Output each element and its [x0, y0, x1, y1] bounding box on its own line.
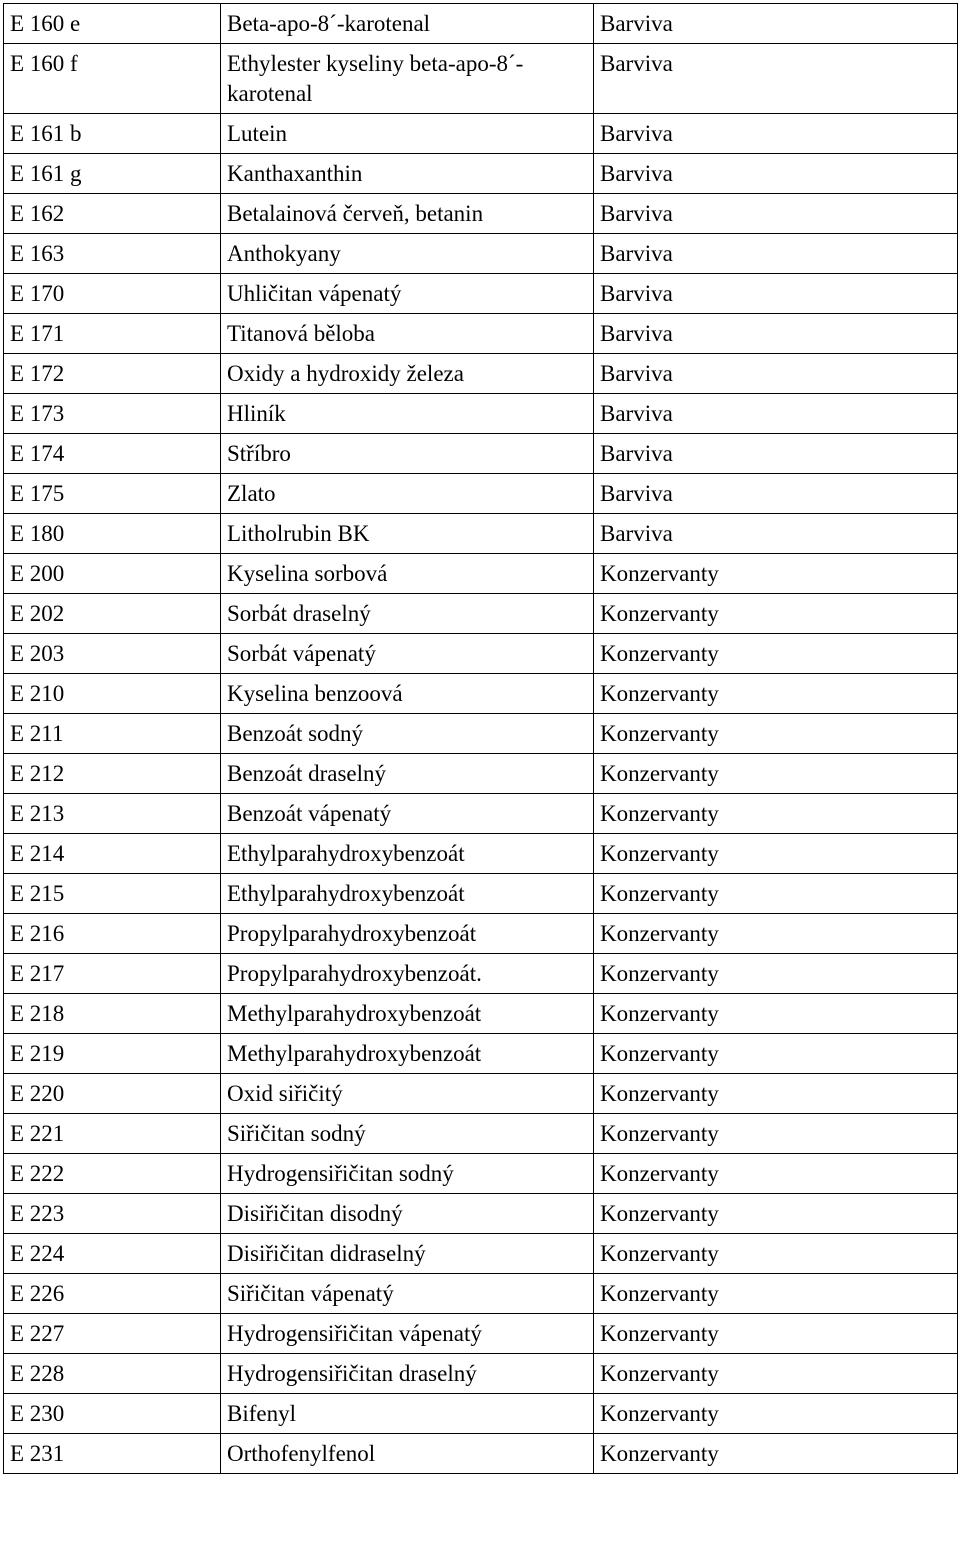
table-row	[4, 314, 958, 354]
additive-category-cell: Barviva	[594, 314, 958, 354]
additive-code-cell: E 231	[4, 1434, 221, 1474]
additive-code-cell: E 162	[4, 194, 221, 234]
additive-name-cell: Lutein	[221, 114, 594, 154]
additive-code-cell: E 218	[4, 994, 221, 1034]
table-row	[4, 394, 958, 434]
additive-code-cell: E 213	[4, 794, 221, 834]
additive-category-cell: Konzervanty	[594, 914, 958, 954]
additive-category-cell: Barviva	[594, 4, 958, 44]
additive-name-cell: Benzoát draselný	[221, 754, 594, 794]
additive-category-cell: Konzervanty	[594, 1434, 958, 1474]
additives-table	[3, 3, 958, 1474]
additive-name-cell: Ethylparahydroxybenzoát	[221, 874, 594, 914]
additive-code-cell: E 203	[4, 634, 221, 674]
additive-name-cell: Litholrubin BK	[221, 514, 594, 554]
additive-name-cell: Kanthaxanthin	[221, 154, 594, 194]
table-row	[4, 1194, 958, 1234]
table-row	[4, 554, 958, 594]
additive-category-cell: Konzervanty	[594, 834, 958, 874]
additive-code-cell: E 219	[4, 1034, 221, 1074]
additive-code-cell: E 160 e	[4, 4, 221, 44]
additive-name-cell: Methylparahydroxybenzoát	[221, 994, 594, 1034]
additive-name-cell: Siřičitan sodný	[221, 1114, 594, 1154]
additive-name-cell: Hydrogensiřičitan sodný	[221, 1154, 594, 1194]
additive-name-cell: Hydrogensiřičitan vápenatý	[221, 1314, 594, 1354]
table-row	[4, 1434, 958, 1474]
additive-name-cell: Zlato	[221, 474, 594, 514]
additive-category-cell: Konzervanty	[594, 714, 958, 754]
additive-name-cell: Propylparahydroxybenzoát	[221, 914, 594, 954]
additive-code-cell: E 224	[4, 1234, 221, 1274]
table-row	[4, 994, 958, 1034]
additive-name-cell: Uhličitan vápenatý	[221, 274, 594, 314]
additive-name-cell: Beta-apo-8´-karotenal	[221, 4, 594, 44]
table-row	[4, 1394, 958, 1434]
additive-name-cell: Betalainová červeň, betanin	[221, 194, 594, 234]
additive-category-cell: Barviva	[594, 194, 958, 234]
table-row	[4, 354, 958, 394]
additive-category-cell: Konzervanty	[594, 754, 958, 794]
additive-name-cell: Disiřičitan didraselný	[221, 1234, 594, 1274]
table-row	[4, 1074, 958, 1114]
table-row	[4, 834, 958, 874]
table-row	[4, 674, 958, 714]
additive-code-cell: E 228	[4, 1354, 221, 1394]
additive-category-cell: Konzervanty	[594, 1274, 958, 1314]
additive-category-cell: Konzervanty	[594, 594, 958, 634]
table-row	[4, 1234, 958, 1274]
additive-name-cell: Methylparahydroxybenzoát	[221, 1034, 594, 1074]
table-row	[4, 954, 958, 994]
additive-name-cell: Oxid siřičitý	[221, 1074, 594, 1114]
additive-code-cell: E 180	[4, 514, 221, 554]
additive-code-cell: E 172	[4, 354, 221, 394]
additive-name-cell: Sorbát draselný	[221, 594, 594, 634]
table-row	[4, 714, 958, 754]
additive-code-cell: E 214	[4, 834, 221, 874]
additive-category-cell: Konzervanty	[594, 1114, 958, 1154]
additive-code-cell: E 215	[4, 874, 221, 914]
additive-name-cell: Ethylester kyseliny beta-apo-8´-karotenal	[221, 44, 594, 114]
table-row	[4, 1274, 958, 1314]
table-row	[4, 794, 958, 834]
additive-name-cell: Propylparahydroxybenzoát.	[221, 954, 594, 994]
additive-name-cell: Ethylparahydroxybenzoát	[221, 834, 594, 874]
additive-name-cell: Hydrogensiřičitan draselný	[221, 1354, 594, 1394]
additive-name-cell: Anthokyany	[221, 234, 594, 274]
additive-code-cell: E 163	[4, 234, 221, 274]
additive-category-cell: Konzervanty	[594, 1194, 958, 1234]
additive-code-cell: E 160 f	[4, 44, 221, 114]
additive-name-cell: Oxidy a hydroxidy železa	[221, 354, 594, 394]
additive-code-cell: E 210	[4, 674, 221, 714]
additive-name-cell: Kyselina benzoová	[221, 674, 594, 714]
table-row	[4, 234, 958, 274]
table-row	[4, 1354, 958, 1394]
additive-category-cell: Konzervanty	[594, 1234, 958, 1274]
table-row	[4, 1314, 958, 1354]
table-row	[4, 1114, 958, 1154]
additive-name-cell: Hliník	[221, 394, 594, 434]
table-row	[4, 914, 958, 954]
additive-category-cell: Konzervanty	[594, 1394, 958, 1434]
additive-code-cell: E 216	[4, 914, 221, 954]
additive-category-cell: Barviva	[594, 514, 958, 554]
additive-code-cell: E 222	[4, 1154, 221, 1194]
table-row	[4, 594, 958, 634]
additive-code-cell: E 200	[4, 554, 221, 594]
additive-category-cell: Konzervanty	[594, 1154, 958, 1194]
additive-category-cell: Barviva	[594, 354, 958, 394]
table-row	[4, 634, 958, 674]
additive-name-cell: Benzoát vápenatý	[221, 794, 594, 834]
additive-code-cell: E 175	[4, 474, 221, 514]
additive-name-cell: Orthofenylfenol	[221, 1434, 594, 1474]
additive-name-cell: Siřičitan vápenatý	[221, 1274, 594, 1314]
additive-category-cell: Barviva	[594, 44, 958, 114]
additive-category-cell: Konzervanty	[594, 1034, 958, 1074]
table-row	[4, 274, 958, 314]
additive-category-cell: Barviva	[594, 434, 958, 474]
table-row	[4, 4, 958, 44]
additive-code-cell: E 223	[4, 1194, 221, 1234]
table-row	[4, 514, 958, 554]
additive-code-cell: E 202	[4, 594, 221, 634]
additive-category-cell: Konzervanty	[594, 874, 958, 914]
table-row	[4, 194, 958, 234]
additive-code-cell: E 227	[4, 1314, 221, 1354]
additive-category-cell: Barviva	[594, 234, 958, 274]
additive-code-cell: E 171	[4, 314, 221, 354]
additive-name-cell: Bifenyl	[221, 1394, 594, 1434]
additive-name-cell: Disiřičitan disodný	[221, 1194, 594, 1234]
table-row	[4, 434, 958, 474]
additive-code-cell: E 217	[4, 954, 221, 994]
table-row	[4, 1034, 958, 1074]
additive-category-cell: Konzervanty	[594, 554, 958, 594]
additive-category-cell: Konzervanty	[594, 954, 958, 994]
additive-category-cell: Konzervanty	[594, 674, 958, 714]
additive-code-cell: E 221	[4, 1114, 221, 1154]
additive-name-cell: Titanová běloba	[221, 314, 594, 354]
additive-code-cell: E 174	[4, 434, 221, 474]
additive-name-cell: Benzoát sodný	[221, 714, 594, 754]
table-row	[4, 154, 958, 194]
additive-name-cell: Sorbát vápenatý	[221, 634, 594, 674]
table-row	[4, 754, 958, 794]
table-row	[4, 114, 958, 154]
additive-category-cell: Konzervanty	[594, 1354, 958, 1394]
additive-category-cell: Konzervanty	[594, 1314, 958, 1354]
additive-category-cell: Barviva	[594, 114, 958, 154]
additive-code-cell: E 161 g	[4, 154, 221, 194]
additive-category-cell: Barviva	[594, 394, 958, 434]
additive-code-cell: E 230	[4, 1394, 221, 1434]
table-row	[4, 874, 958, 914]
table-row	[4, 474, 958, 514]
additive-code-cell: E 161 b	[4, 114, 221, 154]
additive-category-cell: Konzervanty	[594, 794, 958, 834]
additive-code-cell: E 211	[4, 714, 221, 754]
additive-code-cell: E 212	[4, 754, 221, 794]
additive-name-cell: Kyselina sorbová	[221, 554, 594, 594]
additive-name-cell: Stříbro	[221, 434, 594, 474]
table-body	[4, 4, 958, 1474]
additive-category-cell: Barviva	[594, 274, 958, 314]
table-row	[4, 1154, 958, 1194]
additive-category-cell: Barviva	[594, 154, 958, 194]
additive-category-cell: Konzervanty	[594, 634, 958, 674]
additive-category-cell: Konzervanty	[594, 994, 958, 1034]
additive-code-cell: E 173	[4, 394, 221, 434]
additive-category-cell: Barviva	[594, 474, 958, 514]
additive-code-cell: E 226	[4, 1274, 221, 1314]
additive-code-cell: E 220	[4, 1074, 221, 1114]
additive-category-cell: Konzervanty	[594, 1074, 958, 1114]
additive-code-cell: E 170	[4, 274, 221, 314]
table-row	[4, 44, 958, 114]
